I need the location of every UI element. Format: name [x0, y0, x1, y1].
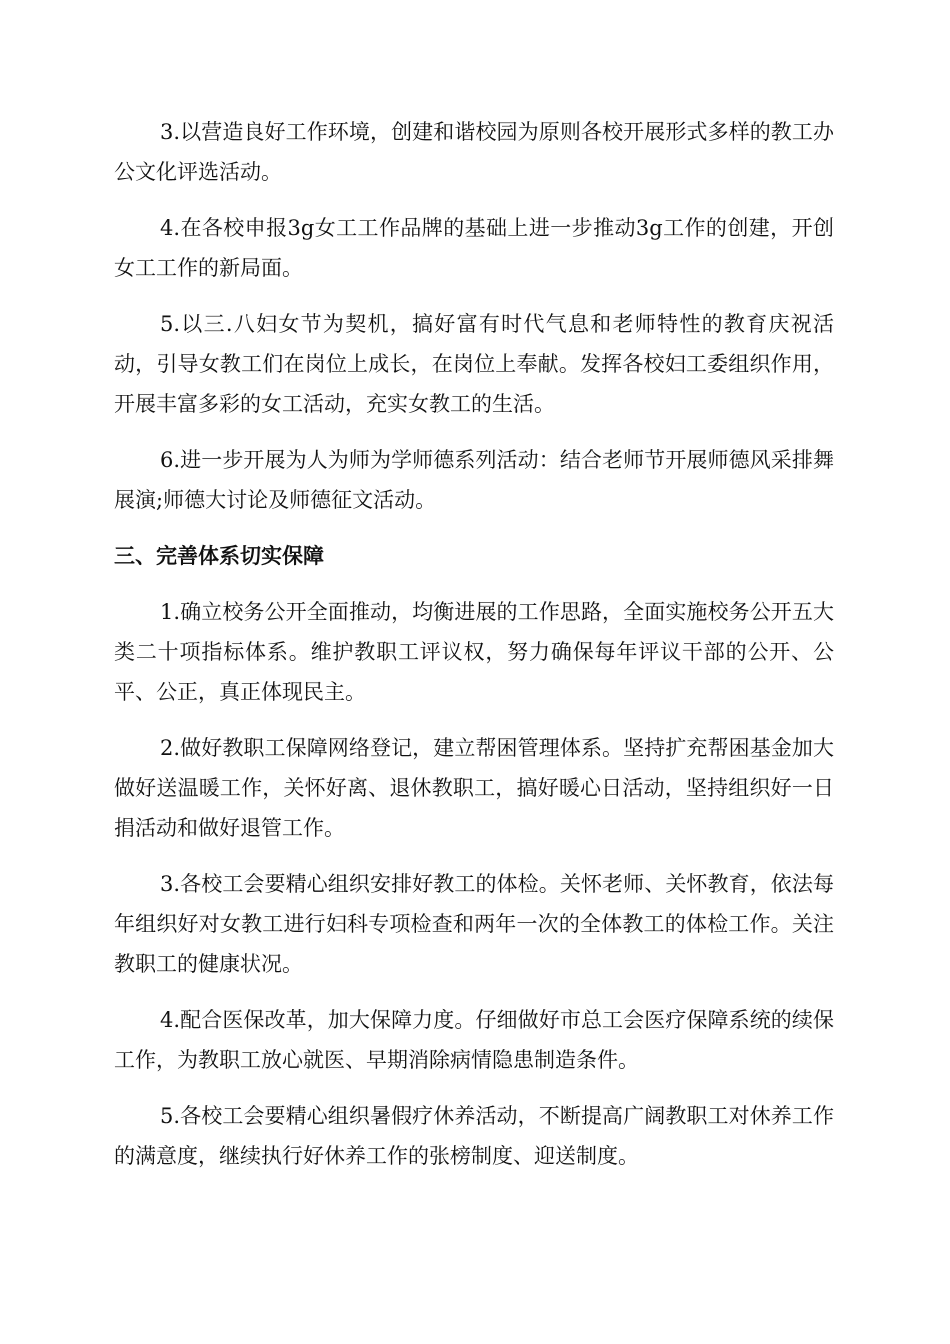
section-paragraph-4: 4.配合医保改革，加大保障力度。仔细做好市总工会医疗保障系统的续保工作，为教职工放心就医、早期消除病情隐患制造条件。 [114, 1008, 834, 1072]
document-body [114, 112, 834, 1192]
paragraph-item-5: 5.以三.八妇女节为契机，搞好富有时代气息和老师特性的教育庆祝活动，引导女教工们在岗位上成长，在岗位上奉献。发挥各校妇工委组织作用，开展丰富多彩的女工活动，充实女教工的生活。 [114, 312, 834, 416]
section-paragraph-2: 2.做好教职工保障网络登记，建立帮困管理体系。坚持扩充帮困基金加大做好送温暖工作，关怀好离、退休教职工，搞好暖心日活动，坚持组织好一日捐活动和做好退管工作。 [114, 736, 834, 840]
section-paragraph-3: 3.各校工会要精心组织安排好教工的体检。关怀老师、关怀教育，依法每年组织好对女教工进行妇科专项检查和两年一次的全体教工的体检工作。关注教职工的健康状况。 [114, 872, 834, 976]
paragraph-item-6: 6.进一步开展为人为师为学师德系列活动：结合老师节开展师德风采排舞展演;师德大讨论及师德征文活动。 [114, 448, 834, 512]
section-heading: 三、完善体系切实保障 [114, 543, 324, 568]
section-paragraph-5: 5.各校工会要精心组织暑假疗休养活动，不断提高广阔教职工对休养工作的满意度，继续执行好休养工作的张榜制度、迎送制度。 [114, 1104, 834, 1168]
section-paragraph-1: 1.确立校务公开全面推动，均衡进展的工作思路，全面实施校务公开五大类二十项指标体系。维护教职工评议权，努力确保每年评议干部的公开、公平、公正，真正体现民主。 [114, 600, 834, 704]
paragraph-item-4: 4.在各校申报3g女工工作品牌的基础上进一步推动3g工作的创建，开创女工工作的新局面。 [114, 216, 834, 280]
paragraph-item-3: 3.以营造良好工作环境，创建和谐校园为原则各校开展形式多样的教工办公文化评选活动。 [114, 120, 834, 184]
